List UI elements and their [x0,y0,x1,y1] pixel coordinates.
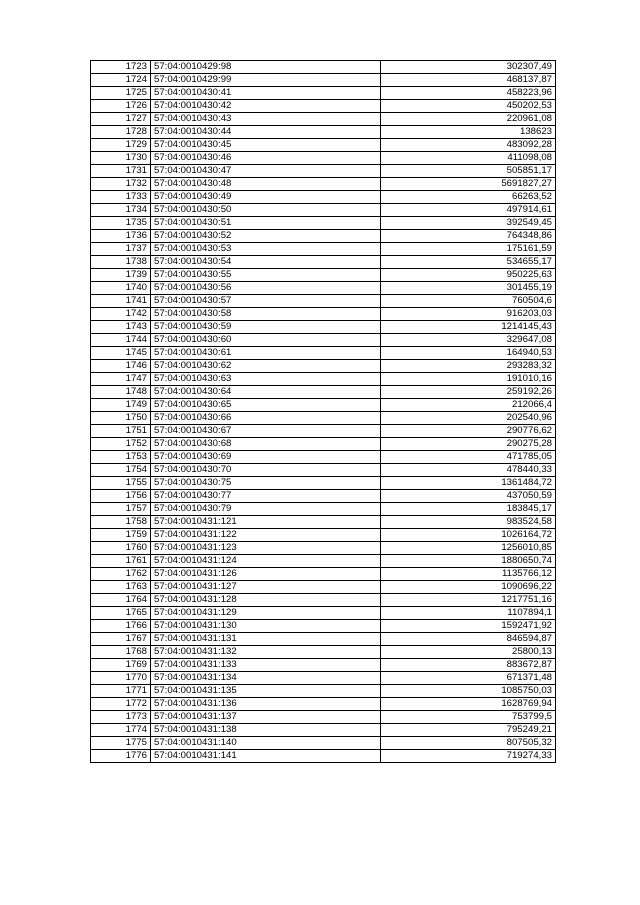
cadastral-number: 57:04:0010430:56 [151,282,381,295]
cadastral-number: 57:04:0010430:43 [151,113,381,126]
row-number: 1723 [91,61,151,74]
cadastral-value: 5691827,27 [381,178,556,191]
cadastral-value: 437050,59 [381,490,556,503]
row-number: 1744 [91,334,151,347]
cadastral-value: 212066,4 [381,399,556,412]
row-number: 1729 [91,139,151,152]
cadastral-value: 138623 [381,126,556,139]
table-row [91,347,556,360]
cadastral-number: 57:04:0010430:50 [151,204,381,217]
cadastral-number: 57:04:0010430:51 [151,217,381,230]
table-row [91,711,556,724]
cadastral-value: 497914,61 [381,204,556,217]
row-number: 1752 [91,438,151,451]
row-number: 1774 [91,724,151,737]
table-row [91,360,556,373]
table-row [91,87,556,100]
row-number: 1772 [91,698,151,711]
cadastral-value: 883672,87 [381,659,556,672]
row-number: 1754 [91,464,151,477]
cadastral-value: 175161,59 [381,243,556,256]
row-number: 1768 [91,646,151,659]
cadastral-number: 57:04:0010431:141 [151,750,381,763]
cadastral-value: 764348,86 [381,230,556,243]
row-number: 1724 [91,74,151,87]
table-row [91,230,556,243]
cadastral-value: 1628769,94 [381,698,556,711]
cadastral-number: 57:04:0010430:69 [151,451,381,464]
table-row [91,594,556,607]
row-number: 1753 [91,451,151,464]
cadastral-number: 57:04:0010430:75 [151,477,381,490]
table-row [91,152,556,165]
table-row [91,698,556,711]
table-row [91,100,556,113]
row-number: 1747 [91,373,151,386]
row-number: 1775 [91,737,151,750]
cadastral-value: 183845,17 [381,503,556,516]
row-number: 1725 [91,87,151,100]
cadastral-value: 483092,28 [381,139,556,152]
cadastral-number: 57:04:0010431:132 [151,646,381,659]
cadastral-number: 57:04:0010431:140 [151,737,381,750]
table-row [91,750,556,763]
cadastral-number: 57:04:0010430:52 [151,230,381,243]
table-row [91,256,556,269]
cadastral-value: 1085750,03 [381,685,556,698]
cadastral-value: 1214145,43 [381,321,556,334]
row-number: 1760 [91,542,151,555]
cadastral-value: 259192,26 [381,386,556,399]
row-number: 1736 [91,230,151,243]
cadastral-number: 57:04:0010431:129 [151,607,381,620]
row-number: 1751 [91,425,151,438]
cadastral-number: 57:04:0010430:77 [151,490,381,503]
cadastral-number: 57:04:0010431:126 [151,568,381,581]
table-row [91,204,556,217]
row-number: 1730 [91,152,151,165]
table-row [91,490,556,503]
cadastral-number: 57:04:0010430:59 [151,321,381,334]
row-number: 1770 [91,672,151,685]
row-number: 1756 [91,490,151,503]
row-number: 1745 [91,347,151,360]
cadastral-value: 760504,6 [381,295,556,308]
table-row [91,126,556,139]
cadastral-value: 534655,17 [381,256,556,269]
row-number: 1734 [91,204,151,217]
cadastral-number: 57:04:0010430:79 [151,503,381,516]
cadastral-number: 57:04:0010430:64 [151,386,381,399]
row-number: 1773 [91,711,151,724]
cadastral-number: 57:04:0010430:45 [151,139,381,152]
table-row [91,724,556,737]
row-number: 1740 [91,282,151,295]
table-row [91,542,556,555]
cadastral-value: 25800,13 [381,646,556,659]
cadastral-number: 57:04:0010431:134 [151,672,381,685]
row-number: 1758 [91,516,151,529]
row-number: 1743 [91,321,151,334]
table-row [91,243,556,256]
table-row [91,529,556,542]
cadastral-number: 57:04:0010430:68 [151,438,381,451]
cadastral-value: 916203,03 [381,308,556,321]
cadastral-number: 57:04:0010431:124 [151,555,381,568]
row-number: 1739 [91,269,151,282]
table-row [91,178,556,191]
row-number: 1750 [91,412,151,425]
cadastral-value: 1217751,16 [381,594,556,607]
table-row [91,659,556,672]
cadastral-number: 57:04:0010431:131 [151,633,381,646]
row-number: 1757 [91,503,151,516]
cadastral-number: 57:04:0010431:130 [151,620,381,633]
cadastral-value: 1256010,85 [381,542,556,555]
table-row [91,295,556,308]
cadastral-value: 1107894,1 [381,607,556,620]
table-row [91,516,556,529]
cadastral-number: 57:04:0010431:135 [151,685,381,698]
cadastral-number: 57:04:0010429:98 [151,61,381,74]
row-number: 1767 [91,633,151,646]
cadastral-value: 220961,08 [381,113,556,126]
cadastral-value: 795249,21 [381,724,556,737]
cadastral-value: 1592471,92 [381,620,556,633]
cadastral-value: 471785,05 [381,451,556,464]
row-number: 1769 [91,659,151,672]
cadastral-value: 450202,53 [381,100,556,113]
row-number: 1759 [91,529,151,542]
cadastral-value: 950225,63 [381,269,556,282]
cadastral-value: 983524,58 [381,516,556,529]
cadastral-value: 301455,19 [381,282,556,295]
table-row [91,555,556,568]
cadastral-number: 57:04:0010431:123 [151,542,381,555]
cadastral-value: 753799,5 [381,711,556,724]
cadastral-number: 57:04:0010430:62 [151,360,381,373]
row-number: 1763 [91,581,151,594]
row-number: 1742 [91,308,151,321]
row-number: 1765 [91,607,151,620]
cadastral-value-table [90,60,556,763]
row-number: 1748 [91,386,151,399]
table-row [91,581,556,594]
table-row [91,308,556,321]
cadastral-value: 411098,08 [381,152,556,165]
cadastral-value: 846594,87 [381,633,556,646]
table-row [91,607,556,620]
cadastral-number: 57:04:0010430:58 [151,308,381,321]
row-number: 1764 [91,594,151,607]
table-row [91,386,556,399]
cadastral-value: 191010,16 [381,373,556,386]
cadastral-number: 57:04:0010429:99 [151,74,381,87]
row-number: 1738 [91,256,151,269]
cadastral-value: 1090696,22 [381,581,556,594]
row-number: 1728 [91,126,151,139]
table-row [91,334,556,347]
cadastral-number: 57:04:0010430:41 [151,87,381,100]
table-row [91,568,556,581]
cadastral-value: 202540,96 [381,412,556,425]
row-number: 1749 [91,399,151,412]
table-row [91,646,556,659]
table-row [91,61,556,74]
row-number: 1771 [91,685,151,698]
row-number: 1727 [91,113,151,126]
cadastral-value: 1135766,12 [381,568,556,581]
table-row [91,464,556,477]
cadastral-number: 57:04:0010430:46 [151,152,381,165]
row-number: 1731 [91,165,151,178]
row-number: 1766 [91,620,151,633]
cadastral-number: 57:04:0010431:122 [151,529,381,542]
table-row [91,282,556,295]
cadastral-number: 57:04:0010430:67 [151,425,381,438]
table-body [91,61,556,763]
cadastral-number: 57:04:0010430:48 [151,178,381,191]
cadastral-value: 671371,48 [381,672,556,685]
table-row [91,477,556,490]
row-number: 1735 [91,217,151,230]
cadastral-value: 505851,17 [381,165,556,178]
row-number: 1755 [91,477,151,490]
cadastral-number: 57:04:0010430:47 [151,165,381,178]
table-row [91,74,556,87]
row-number: 1762 [91,568,151,581]
cadastral-number: 57:04:0010430:54 [151,256,381,269]
cadastral-value: 807505,32 [381,737,556,750]
cadastral-number: 57:04:0010430:49 [151,191,381,204]
cadastral-number: 57:04:0010430:60 [151,334,381,347]
table-row [91,373,556,386]
cadastral-value: 66263,52 [381,191,556,204]
table-row [91,620,556,633]
cadastral-number: 57:04:0010430:53 [151,243,381,256]
cadastral-value: 719274,33 [381,750,556,763]
row-number: 1737 [91,243,151,256]
cadastral-value: 468137,87 [381,74,556,87]
cadastral-value: 293283,32 [381,360,556,373]
cadastral-number: 57:04:0010431:128 [151,594,381,607]
row-number: 1732 [91,178,151,191]
cadastral-number: 57:04:0010430:63 [151,373,381,386]
cadastral-number: 57:04:0010430:61 [151,347,381,360]
table-row [91,685,556,698]
cadastral-number: 57:04:0010431:127 [151,581,381,594]
table-row [91,139,556,152]
table-row [91,672,556,685]
cadastral-value: 1026164,72 [381,529,556,542]
table-row [91,737,556,750]
cadastral-number: 57:04:0010431:137 [151,711,381,724]
table-row [91,217,556,230]
cadastral-number: 57:04:0010431:121 [151,516,381,529]
cadastral-number: 57:04:0010430:44 [151,126,381,139]
cadastral-value: 458223,96 [381,87,556,100]
table-row [91,438,556,451]
cadastral-value: 329647,08 [381,334,556,347]
row-number: 1746 [91,360,151,373]
cadastral-value: 1361484,72 [381,477,556,490]
cadastral-number: 57:04:0010430:57 [151,295,381,308]
cadastral-number: 57:04:0010430:66 [151,412,381,425]
row-number: 1741 [91,295,151,308]
row-number: 1726 [91,100,151,113]
cadastral-value: 392549,45 [381,217,556,230]
cadastral-value: 1880650,74 [381,555,556,568]
cadastral-value: 290776,62 [381,425,556,438]
table-row [91,321,556,334]
cadastral-value: 164940,53 [381,347,556,360]
table-row [91,269,556,282]
table-row [91,425,556,438]
table-row [91,399,556,412]
cadastral-number: 57:04:0010430:42 [151,100,381,113]
cadastral-value: 290275,28 [381,438,556,451]
table-row [91,633,556,646]
row-number: 1733 [91,191,151,204]
table-row [91,191,556,204]
cadastral-number: 57:04:0010431:133 [151,659,381,672]
table-row [91,503,556,516]
table-row [91,451,556,464]
row-number: 1776 [91,750,151,763]
cadastral-number: 57:04:0010430:55 [151,269,381,282]
cadastral-number: 57:04:0010431:138 [151,724,381,737]
table-row [91,165,556,178]
cadastral-value: 302307,49 [381,61,556,74]
cadastral-number: 57:04:0010431:136 [151,698,381,711]
cadastral-number: 57:04:0010430:65 [151,399,381,412]
table-row [91,412,556,425]
cadastral-value: 478440,33 [381,464,556,477]
table-row [91,113,556,126]
cadastral-number: 57:04:0010430:70 [151,464,381,477]
row-number: 1761 [91,555,151,568]
